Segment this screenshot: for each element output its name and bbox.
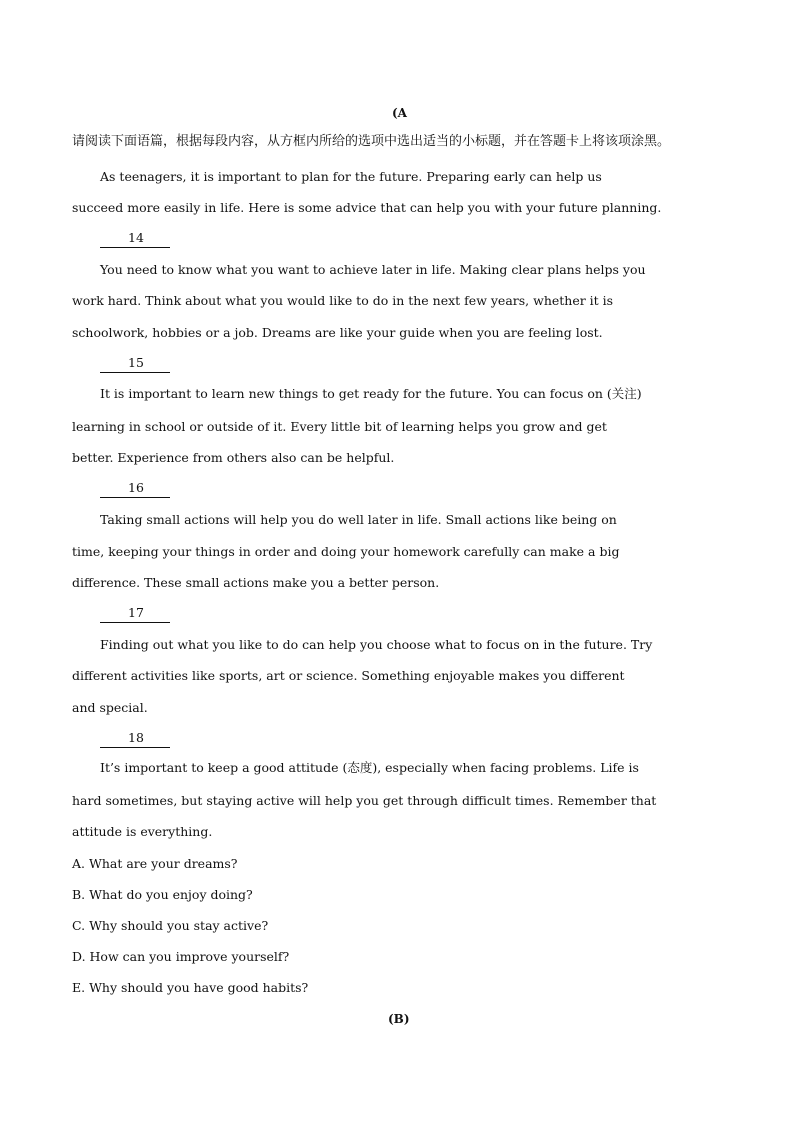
blank-number: 18 bbox=[128, 730, 144, 745]
answer-blank-17[interactable] bbox=[100, 606, 170, 623]
section-b-heading: (B) bbox=[388, 1012, 410, 1026]
paragraph-line: It’s important to keep a good attitude (态度), especially when facing problems. Life is bbox=[100, 760, 639, 775]
blank-number: 16 bbox=[128, 480, 144, 495]
paragraph-line: Finding out what you like to do can help you choose what to focus on in the future. Try bbox=[100, 637, 653, 652]
option-e: E. Why should you have good habits? bbox=[72, 980, 309, 995]
option-d: D. How can you improve yourself? bbox=[72, 949, 290, 964]
intro-line: succeed more easily in life. Here is some advice that can help you with your future planning. bbox=[72, 200, 662, 215]
answer-blank-14[interactable] bbox=[100, 231, 170, 248]
intro-line: As teenagers, it is important to plan for the future. Preparing early can help us bbox=[100, 169, 602, 184]
answer-blank-18[interactable] bbox=[100, 731, 170, 748]
option-c: C. Why should you stay active? bbox=[72, 918, 269, 933]
paragraph-line: learning in school or outside of it. Every little bit of learning helps you grow and get bbox=[72, 419, 607, 434]
paragraph-line: It is important to learn new things to get ready for the future. You can focus on (关注) bbox=[100, 386, 642, 401]
paragraph-line: attitude is everything. bbox=[72, 824, 213, 839]
instruction-text: 请阅读下面语篇，根据每段内容，从方框内所给的选项中选出适当的小标题，并在答题卡上将该项涂黑。 bbox=[72, 134, 671, 149]
answer-blank-15[interactable] bbox=[100, 356, 170, 373]
paragraph-line: better. Experience from others also can be helpful. bbox=[72, 450, 395, 465]
blank-number: 17 bbox=[128, 605, 144, 620]
paragraph-line: work hard. Think about what you would like to do in the next few years, whether it is bbox=[72, 293, 614, 308]
paragraph-line: schoolwork, hobbies or a job. Dreams are like your guide when you are feeling lost. bbox=[72, 325, 603, 340]
blank-number: 14 bbox=[128, 230, 144, 245]
section-a-heading: (A bbox=[392, 106, 407, 120]
paragraph-line: difference. These small actions make you a better person. bbox=[72, 575, 440, 590]
paragraph-line: You need to know what you want to achieve later in life. Making clear plans helps you bbox=[100, 262, 646, 277]
paragraph-line: and special. bbox=[72, 700, 148, 715]
option-b: B. What do you enjoy doing? bbox=[72, 887, 253, 902]
answer-blank-16[interactable] bbox=[100, 481, 170, 498]
blank-number: 15 bbox=[128, 355, 144, 370]
paragraph-line: hard sometimes, but staying active will help you get through difficult times. Remember that bbox=[72, 793, 657, 808]
paragraph-line: time, keeping your things in order and doing your homework carefully can make a big bbox=[72, 544, 620, 559]
option-a: A. What are your dreams? bbox=[72, 856, 238, 871]
paragraph-line: Taking small actions will help you do well later in life. Small actions like being on bbox=[100, 512, 617, 527]
paragraph-line: different activities like sports, art or science. Something enjoyable makes you different bbox=[72, 668, 625, 683]
